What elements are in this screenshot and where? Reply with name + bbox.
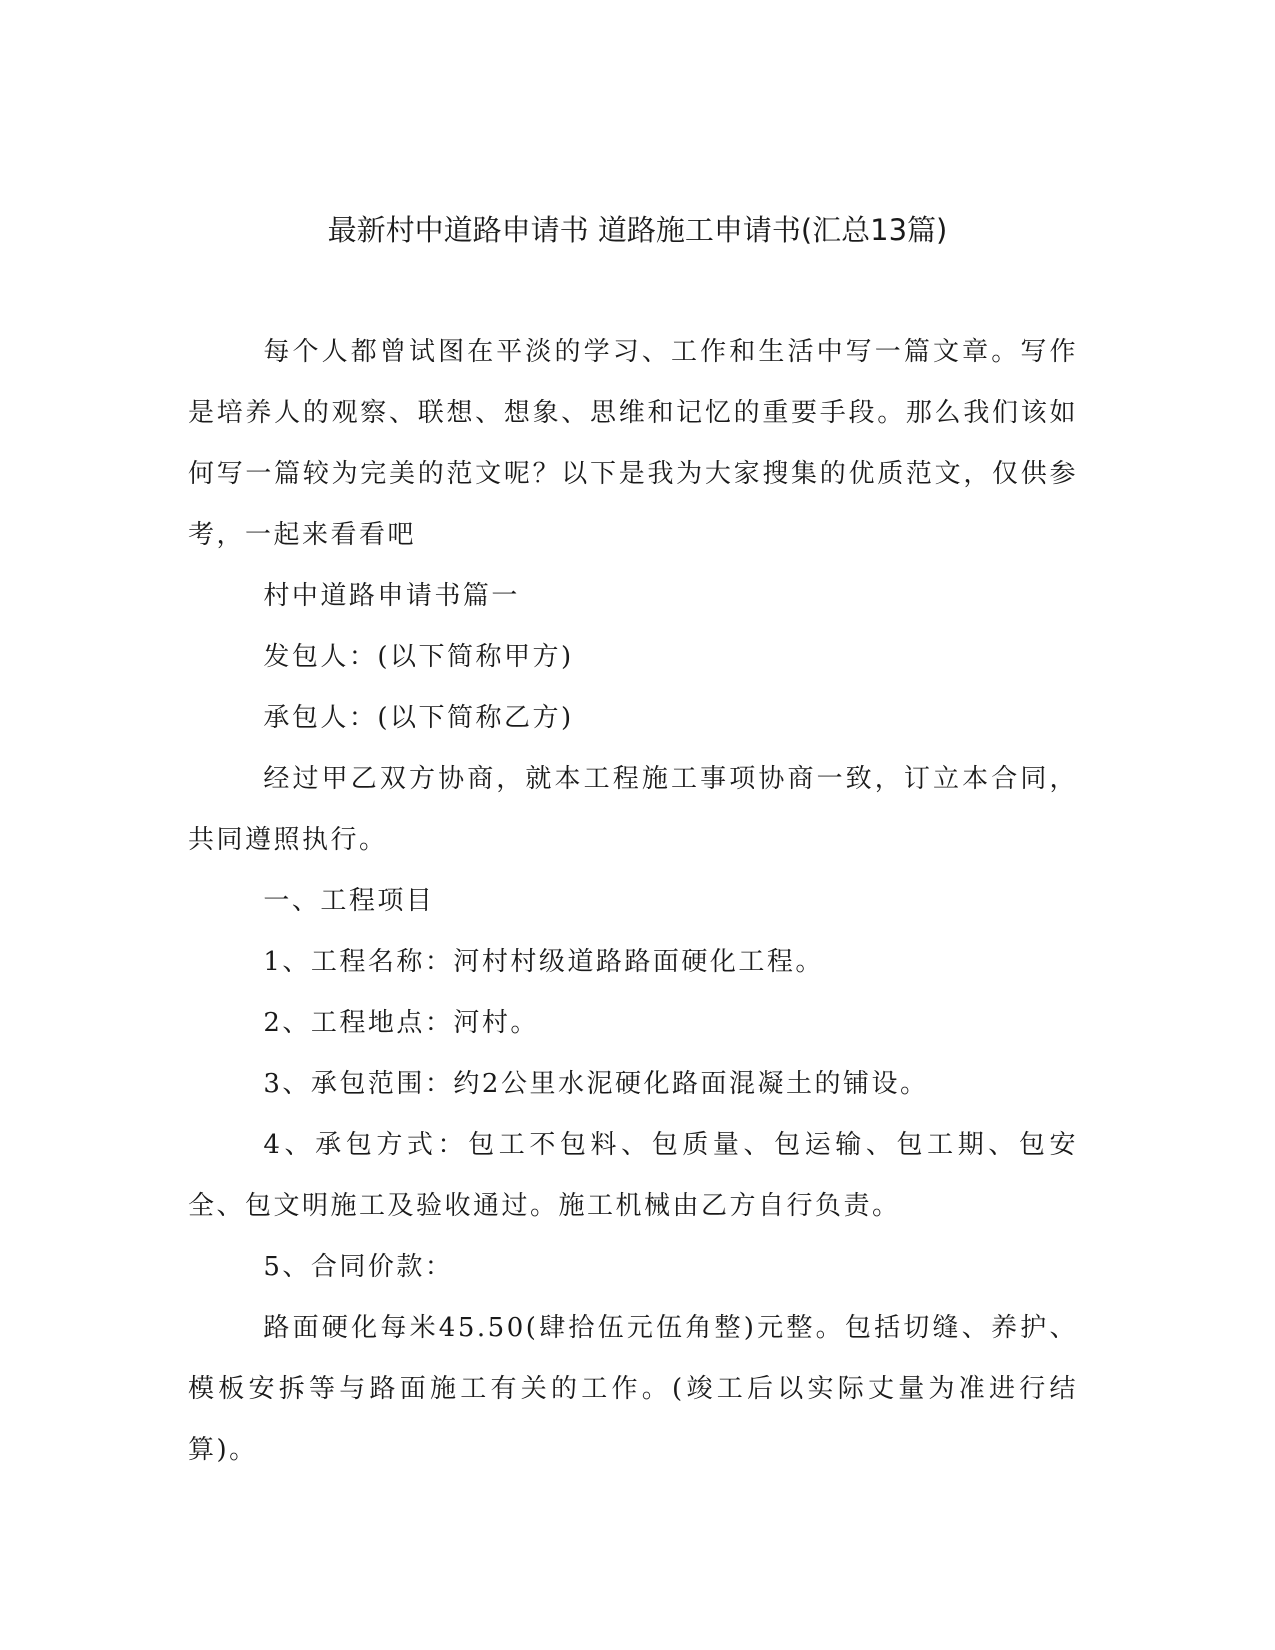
document-body xyxy=(188,322,1078,1481)
project-heading: 一、工程项目 xyxy=(263,886,435,916)
agreement-paragraph: 经过甲乙双方协商，就本工程施工事项协商一致，订立本合同，共同遵照执行。 xyxy=(188,764,1078,855)
section-heading: 村中道路申请书篇一 xyxy=(263,581,520,611)
clause-project-location: 2、工程地点：河村。 xyxy=(263,1008,539,1038)
clause-method: 4、承包方式：包工不包料、包质量、包运输、包工期、包安全、包文明施工及验收通过。施工机械由乙方自行负责。 xyxy=(188,1130,1078,1221)
party-a-line: 发包人：(以下简称甲方) xyxy=(263,642,574,672)
party-b-line: 承包人：(以下简称乙方) xyxy=(263,703,574,733)
clause-price-heading: 5、合同价款： xyxy=(263,1252,454,1282)
clause-scope: 3、承包范围：约2公里水泥硬化路面混凝土的铺设。 xyxy=(263,1069,929,1099)
clause-price-detail: 路面硬化每米45.50(肆拾伍元伍角整)元整。包括切缝、养护、模板安拆等与路面施工有关的工作。(竣工后以实际丈量为准进行结算)。 xyxy=(188,1313,1078,1465)
document-title: 最新村中道路申请书 道路施工申请书(汇总13篇) xyxy=(327,213,948,247)
intro-paragraph: 每个人都曾试图在平淡的学习、工作和生活中写一篇文章。写作是培养人的观察、联想、想象、思维和记忆的重要手段。那么我们该如何写一篇较为完美的范文呢？以下是我为大家搜集的优质范文，仅供参考，一起来看看吧 xyxy=(188,337,1078,550)
clause-project-name: 1、工程名称：河村村级道路路面硬化工程。 xyxy=(263,947,824,977)
